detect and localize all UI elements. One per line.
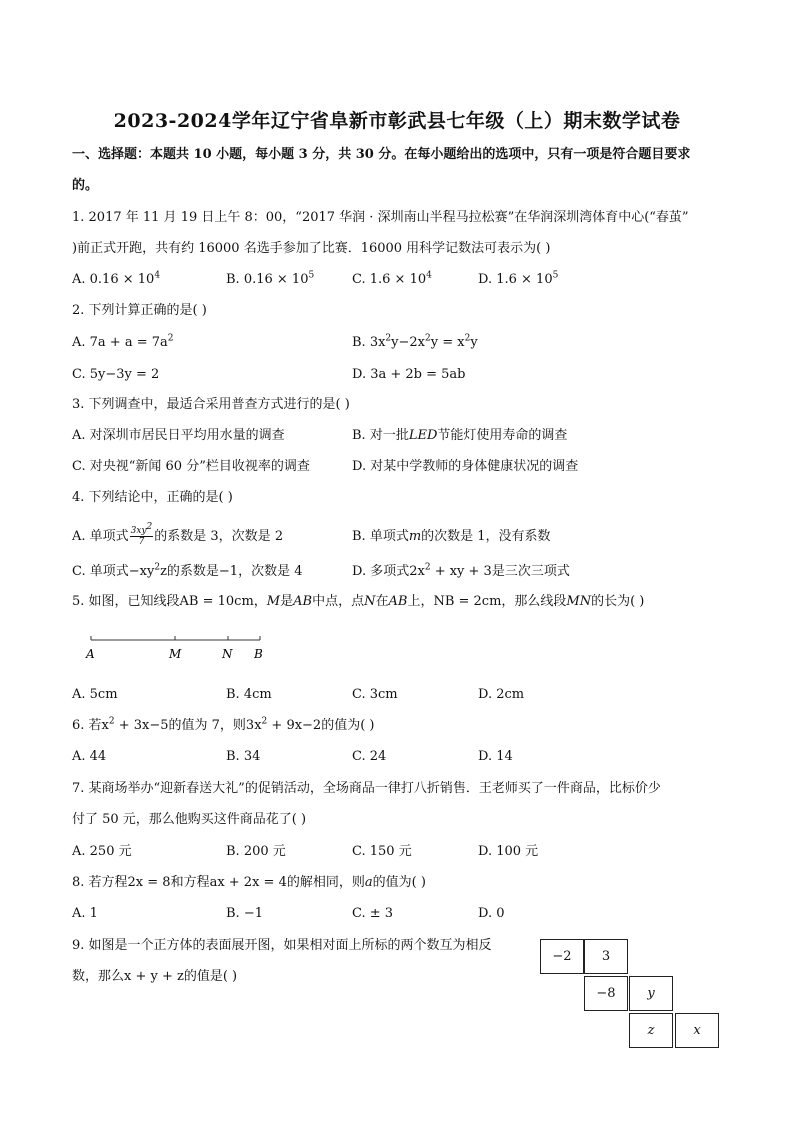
- q7-stem-line1: 7. 某商场举办“迎新春送大礼”的促销活动，全场商品一律打八折销售．王老师买了一件商品，比标价少: [72, 781, 661, 796]
- q6-option-d: D. 14: [478, 749, 513, 764]
- q4-option-a: A. 单项式 $\frac{3xy^2}{7}$ 的系数是 3，次数是 2: [72, 522, 284, 547]
- q7-option-b: B. 200 元: [226, 844, 286, 859]
- q4-fraction: $\frac{3xy^2}{7}$: [130, 522, 153, 547]
- q7-option-c: C. 150 元: [352, 844, 412, 859]
- q5-option-c: C. 3cm: [352, 687, 398, 702]
- section-heading-line2: 的。: [72, 178, 99, 193]
- q3-option-b: B. 对一批LED节能灯使用寿命的调查: [352, 428, 568, 443]
- q6-option-c: C. 24: [352, 749, 387, 764]
- q5-option-d: D. 2cm: [478, 687, 525, 702]
- q5-option-b: B. 4cm: [226, 687, 272, 702]
- q8-option-a: A. 1: [72, 906, 98, 921]
- q8-option-d: D. 0: [478, 906, 505, 921]
- point-label-n: N: [222, 647, 233, 661]
- q1-option-b: B. $0.16 \times 10^5$: [226, 270, 315, 287]
- q4-stem: 4. 下列结论中，正确的是( ): [72, 490, 233, 505]
- q1-stem-line2: )前正式开跑，共有约 16000 名选手参加了比赛．16000 用科学记数法可表示为( ): [72, 241, 551, 256]
- q7-option-d: D. 100 元: [478, 844, 539, 859]
- section-heading-line1: 一、选择题：本题共 10 小题，每小题 3 分，共 30 分。在每小题给出的选项中，只有一项是符合题目要求: [72, 147, 691, 162]
- q3-option-d: D. 对某中学教师的身体健康状况的调查: [352, 459, 579, 474]
- q4-option-c: C. 单项式$-xy^2z$的系数是−1，次数是 4: [72, 562, 303, 579]
- point-label-b: B: [254, 647, 263, 661]
- q3-option-c: C. 对央视“新闻 60 分”栏目收视率的调查: [72, 459, 310, 474]
- q7-stem-line2: 付了 50 元，那么他购买这件商品花了( ): [72, 812, 307, 827]
- net-cell-r2c2: −8: [584, 976, 628, 1011]
- q8-stem: 8. 若方程2x = 8和方程ax + 2x = 4的解相同，则a的值为( ): [72, 875, 426, 890]
- q1-option-a: A. $0.16 \times 10^4$: [72, 270, 161, 287]
- q6-option-b: B. 34: [226, 749, 261, 764]
- point-label-m: M: [169, 647, 182, 661]
- q2-option-c: C. 5y−3y = 2: [72, 367, 160, 382]
- q6-option-a: A. 44: [72, 749, 107, 764]
- q1-stem-line1: 1. 2017 年 11 月 19 日上午 8：00，“2017 华润 · 深圳南山半程马拉松赛”在华润深圳湾体育中心(“春茧”: [72, 210, 689, 225]
- q5-stem: 5. 如图，已知线段AB = 10cm，M是AB中点，点N在AB上，NB = 2cm，那么线段MN的长为( ): [72, 594, 645, 609]
- q9-stem-line2: 数，那么x + y + z的值是( ): [72, 969, 238, 984]
- q1-option-c: C. $1.6 \times 10^4$: [352, 270, 432, 287]
- q2-stem: 2. 下列计算正确的是( ): [72, 303, 207, 318]
- net-cell-r3c4: x: [675, 1013, 719, 1048]
- q8-option-c: C. ± 3: [352, 906, 394, 921]
- q9-stem-line1: 9. 如图是一个正方体的表面展开图，如果相对面上所标的两个数互为相反: [72, 938, 492, 953]
- q6-stem: 6. 若$x^2 + 3x-5$的值为 7，则$3x^2 + 9x-2$的值为( ): [72, 716, 375, 733]
- q7-option-a: A. 250 元: [72, 844, 132, 859]
- q3-stem: 3. 下列调查中，最适合采用普查方式进行的是( ): [72, 397, 350, 412]
- net-cell-r2c3: y: [629, 976, 673, 1011]
- q5-segment-figure: [84, 628, 284, 662]
- q2-option-a: A. $7a + a = 7a^2$: [72, 333, 174, 350]
- q1-option-d: D. $1.6 \times 10^5$: [478, 270, 559, 287]
- exam-title: 2023-2024学年辽宁省阜新市彰武县七年级（上）期末数学试卷: [113, 110, 681, 132]
- q3-option-a: A. 对深圳市居民日平均用水量的调查: [72, 428, 285, 443]
- point-label-a: A: [86, 647, 95, 661]
- q4-option-b: B. 单项式m的次数是 1，没有系数: [352, 529, 551, 544]
- q2-option-d: D. 3a + 2b = 5ab: [352, 367, 466, 382]
- q8-option-b: B. −1: [226, 906, 263, 921]
- q5-option-a: A. 5cm: [72, 687, 118, 702]
- q2-option-b: B. $3x^2y-2x^2y = x^2y$: [352, 333, 478, 350]
- net-cell-r3c3: z: [629, 1013, 673, 1048]
- net-cell-r1c2: 3: [584, 939, 628, 974]
- net-cell-r1c1: −2: [540, 939, 584, 974]
- q4-option-d: D. 多项式$2x^2$ + xy + 3是三次三项式: [352, 562, 570, 579]
